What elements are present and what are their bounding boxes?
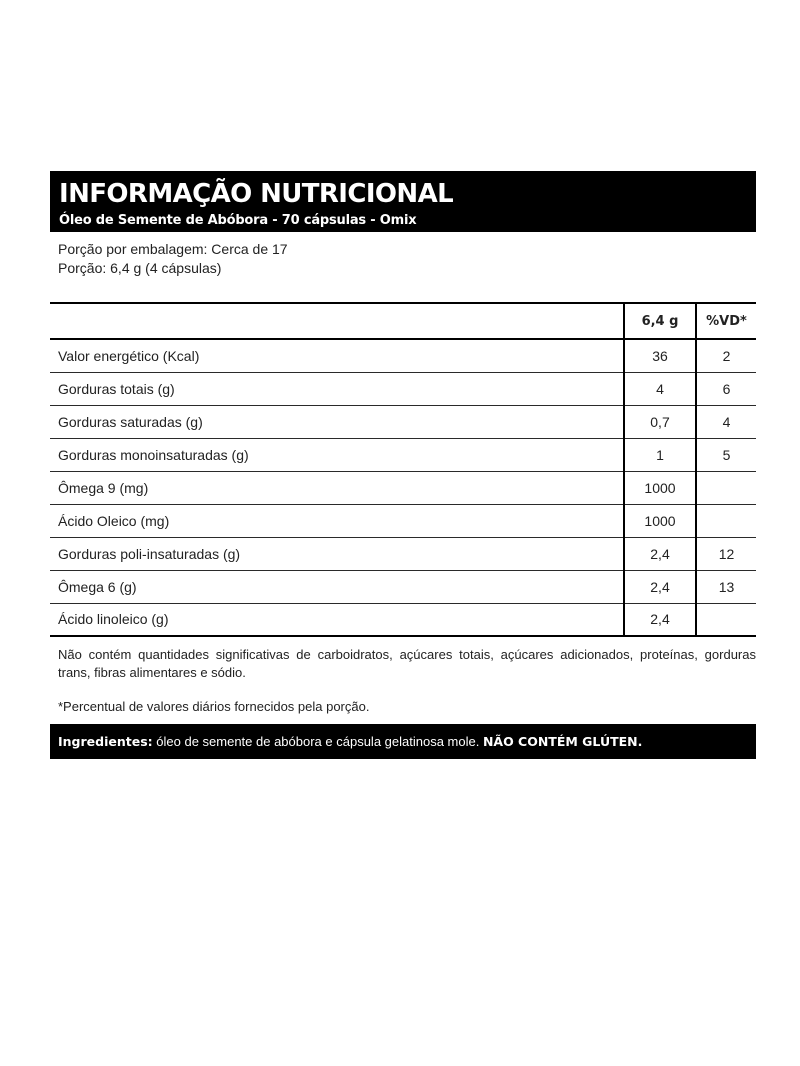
nutrient-name: Gorduras monoinsaturadas (g) <box>50 438 624 471</box>
table-row <box>50 603 756 636</box>
nutrient-amount: 1000 <box>624 504 696 537</box>
nutrient-amount: 2,4 <box>624 537 696 570</box>
nutrient-amount: 2,4 <box>624 603 696 636</box>
ingredients-label: Ingredientes: <box>58 734 153 749</box>
nutrient-vd <box>696 504 756 537</box>
nutrient-vd: 13 <box>696 570 756 603</box>
table-row <box>50 504 756 537</box>
table-row <box>50 438 756 471</box>
table-row <box>50 570 756 603</box>
table-row <box>50 471 756 504</box>
table-row <box>50 372 756 405</box>
label-title: INFORMAÇÃO NUTRICIONAL <box>59 179 454 209</box>
nutrient-name: Gorduras saturadas (g) <box>50 405 624 438</box>
portion-info <box>50 232 756 302</box>
nutrient-name: Ácido Oleico (mg) <box>50 504 624 537</box>
vd-footnote: *Percentual de valores diários fornecidos pela porção. <box>58 699 370 714</box>
nutrient-vd <box>696 603 756 636</box>
nutrient-vd: 4 <box>696 405 756 438</box>
nutrient-name: Ácido linoleico (g) <box>50 603 624 636</box>
table-row <box>50 537 756 570</box>
header-vd-cell: %VD* <box>696 303 756 339</box>
nutrient-name: Gorduras totais (g) <box>50 372 624 405</box>
gluten-warning: NÃO CONTÉM GLÚTEN. <box>482 734 643 749</box>
table-row <box>50 339 756 372</box>
nutrient-name: Valor energético (Kcal) <box>50 339 624 372</box>
nutrient-amount: 0,7 <box>624 405 696 438</box>
nutrient-name: Gorduras poli-insaturadas (g) <box>50 537 624 570</box>
nutrient-vd: 12 <box>696 537 756 570</box>
header-amount-cell: 6,4 g <box>624 303 696 339</box>
nutrient-vd: 5 <box>696 438 756 471</box>
portion-size: Porção: 6,4 g (4 cápsulas) <box>58 260 222 276</box>
header-name-cell <box>50 303 624 339</box>
nutrient-name: Ômega 6 (g) <box>50 570 624 603</box>
portions-per-package: Porção por embalagem: Cerca de 17 <box>58 241 288 257</box>
nutrient-vd <box>696 471 756 504</box>
ingredients-bar <box>50 724 756 759</box>
nutrient-amount: 1000 <box>624 471 696 504</box>
nutrient-vd: 6 <box>696 372 756 405</box>
table-header-row <box>50 303 756 339</box>
table-row <box>50 405 756 438</box>
nutrition-label <box>50 171 756 759</box>
nutrient-amount: 4 <box>624 372 696 405</box>
product-name: Óleo de Semente de Abóbora - 70 cápsulas - Omix <box>59 213 417 228</box>
ingredients-text: óleo de semente de abóbora e cápsula gelatinosa mole. <box>152 734 483 749</box>
nutrient-name: Ômega 9 (mg) <box>50 471 624 504</box>
nutrition-table <box>50 302 756 637</box>
nutrient-amount: 2,4 <box>624 570 696 603</box>
significance-note: Não contém quantidades significativas de carboidratos, açúcares totais, açúcares adicionados, proteínas, gorduras trans, fibras alimentares e sódio. <box>58 647 756 680</box>
nutrient-amount: 36 <box>624 339 696 372</box>
label-header <box>50 171 756 232</box>
nutrient-amount: 1 <box>624 438 696 471</box>
nutrient-vd: 2 <box>696 339 756 372</box>
